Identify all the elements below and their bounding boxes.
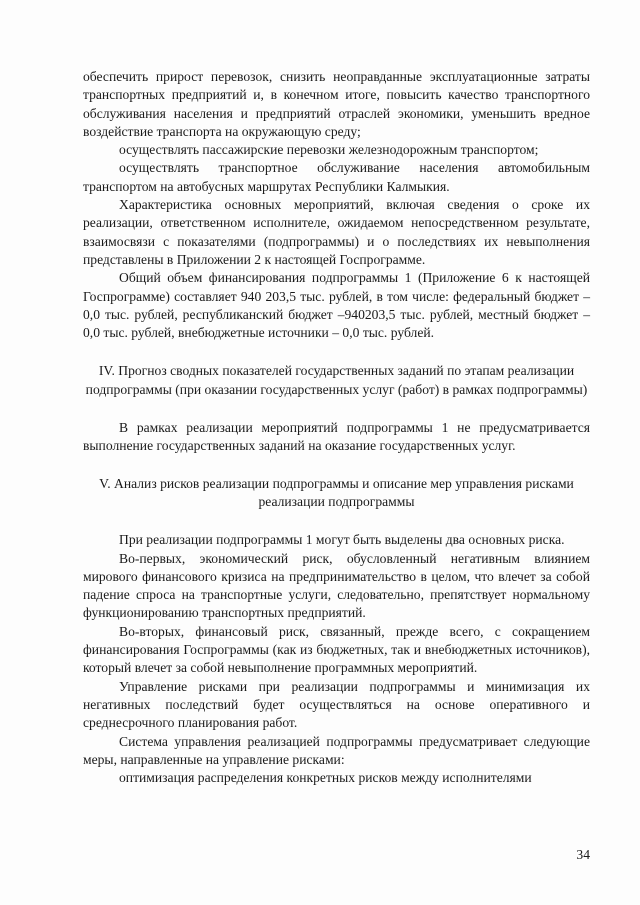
paragraph-risk-management: Управление рисками при реализации подпрограммы и минимизация их негативных последствий будет осуществляться на основе оперативного и среднесрочного планирования работ. xyxy=(83,678,590,731)
page-number: 34 xyxy=(576,847,590,862)
paragraph-economic-risk: Во-первых, экономический риск, обусловленный негативным влиянием мирового финансового кризиса на предпринимательство в целом, что влечет за собой падение спроса на транспортные услуги, следовательно, препятствует нормальному функционированию транспортных предприятий. xyxy=(83,550,590,621)
paragraph-management-system: Система управления реализацией подпрограммы предусматривает следующие меры, направленные на управление рисками: xyxy=(83,733,590,767)
section-4-heading: IV. Прогноз сводных показателей государственных заданий по этапам реализации подпрограммы (при оказании государственных услуг (работ) в рамках подпрограммы) xyxy=(85,363,588,397)
paragraph-financing: Общий объем финансирования подпрограммы 1 (Приложение 6 к настоящей Госпрограмме) составляет 940 203,5 тыс. рублей, в том числе: федеральный бюджет – 0,0 тыс. рублей, республиканский бюджет –940203,5 тыс. рублей, местный бюджет – 0,0 тыс. рублей, внебюджетные источники – 0,0 тыс. рублей. xyxy=(83,270,590,341)
paragraph-risk-distribution: оптимизация распределения конкретных рисков между исполнителями xyxy=(119,770,532,786)
document-body xyxy=(83,68,590,787)
section-5-heading: V. Анализ рисков реализации подпрограммы и описание мер управления рисками реализации подпрограммы xyxy=(99,475,574,509)
paragraph-goals: обеспечить прирост перевозок, снизить неоправданные эксплуатационные затраты транспортных предприятий и, в конечном итоге, повысить качество транспортного обслуживания населения и предприятий отраслей экономики, уменьшить вредное воздействие транспорта на окружающую среду; xyxy=(83,69,590,139)
section-4-paragraph: В рамках реализации мероприятий подпрограммы 1 не предусматривается выполнение государственных заданий на оказание государственных услуг. xyxy=(83,420,590,454)
paragraph-financial-risk: Во-вторых, финансовый риск, связанный, прежде всего, с сокращением финансирования Госпрограммы (как из бюджетных, так и внебюджетных источников), который влечет за собой невыполнение программных мероприятий. xyxy=(83,623,590,676)
paragraph-rail-transport: осуществлять пассажирские перевозки железнодорожным транспортом; xyxy=(119,142,539,158)
paragraph-bus-transport: осуществлять транспортное обслуживание населения автомобильным транспортом на автобусных маршрутах Республики Калмыкия. xyxy=(83,160,590,194)
paragraph-main-measures: Характеристика основных мероприятий, включая сведения о сроке их реализации, ответственном исполнителе, ожидаемом непосредственном результате, взаимосвязи с показателями (подпрограммы) и о последствиях их невыполнения представлены в Приложении 2 к настоящей Госпрограмме. xyxy=(83,197,590,267)
paragraph-two-risks: При реализации подпрограммы 1 могут быть выделены два основных риска. xyxy=(119,532,565,548)
